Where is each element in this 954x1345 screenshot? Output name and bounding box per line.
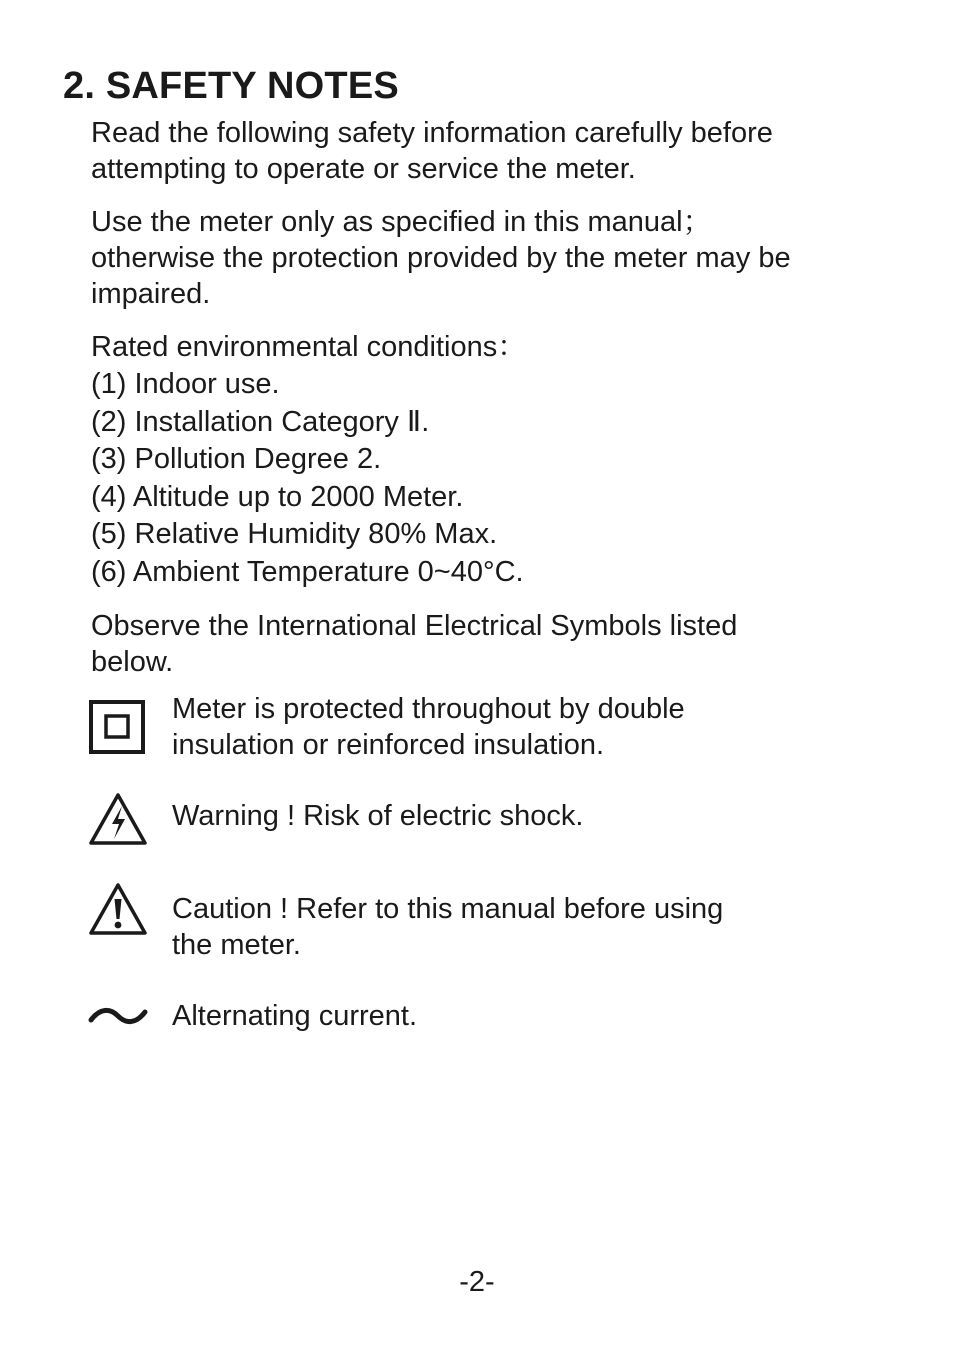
alternating-current-icon xyxy=(88,1002,148,1030)
usage-line-2: otherwise the protection provided by the meter may be xyxy=(91,242,791,274)
list-item: (1) Indoor use. xyxy=(91,368,280,400)
symbol-row-alternating-current xyxy=(88,998,888,1078)
conditions-list xyxy=(91,366,524,592)
usage-paragraph xyxy=(91,204,891,312)
page-number: -2- xyxy=(459,1266,495,1298)
symbol-description-line-1: Meter is protected throughout by double xyxy=(172,693,685,725)
symbol-description-line-2: the meter. xyxy=(172,929,301,961)
symbol-description-line-1: Alternating current. xyxy=(172,1000,418,1032)
list-item: (4) Altitude up to 2000 Meter. xyxy=(91,480,464,513)
symbol-description-line-2: insulation or reinforced insulation. xyxy=(172,729,605,761)
usage-line-3: impaired. xyxy=(91,278,211,310)
symbol-description-line-1: Warning ! Risk of electric shock. xyxy=(172,800,584,832)
symbol-description xyxy=(172,998,872,1034)
symbol-description xyxy=(172,691,872,763)
conditions-heading: Rated environmental conditions： xyxy=(91,331,527,363)
list-item: (5) Relative Humidity 80% Max. xyxy=(91,518,498,551)
symbol-description-line-1: Caution ! Refer to this manual before using xyxy=(172,893,724,925)
intro-paragraph xyxy=(91,115,891,187)
list-item: (6) Ambient Temperature 0~40°C. xyxy=(91,555,524,588)
caution-icon xyxy=(88,881,148,937)
symbol-row-caution xyxy=(88,891,888,971)
symbol-row-electric-shock xyxy=(88,798,888,878)
symbols-intro-line-2: below. xyxy=(91,646,174,678)
symbol-description xyxy=(172,798,872,834)
usage-line-1: Use the meter only as specified in this manual； xyxy=(91,206,712,238)
page-title: 2. SAFETY NOTES xyxy=(63,65,399,107)
intro-line-1: Read the following safety information carefully before xyxy=(91,117,773,149)
symbols-intro-paragraph xyxy=(91,608,891,680)
symbol-description xyxy=(172,891,872,963)
double-insulation-icon xyxy=(88,699,146,755)
symbols-intro-line-1: Observe the International Electrical Symbols listed xyxy=(91,610,738,642)
intro-line-2: attempting to operate or service the meter. xyxy=(91,153,636,185)
electric-shock-warning-icon xyxy=(88,791,148,847)
list-item: (3) Pollution Degree 2. xyxy=(91,443,382,476)
list-item: (2) Installation Category Ⅱ. xyxy=(91,405,430,438)
symbol-row-double-insulation xyxy=(88,691,888,771)
